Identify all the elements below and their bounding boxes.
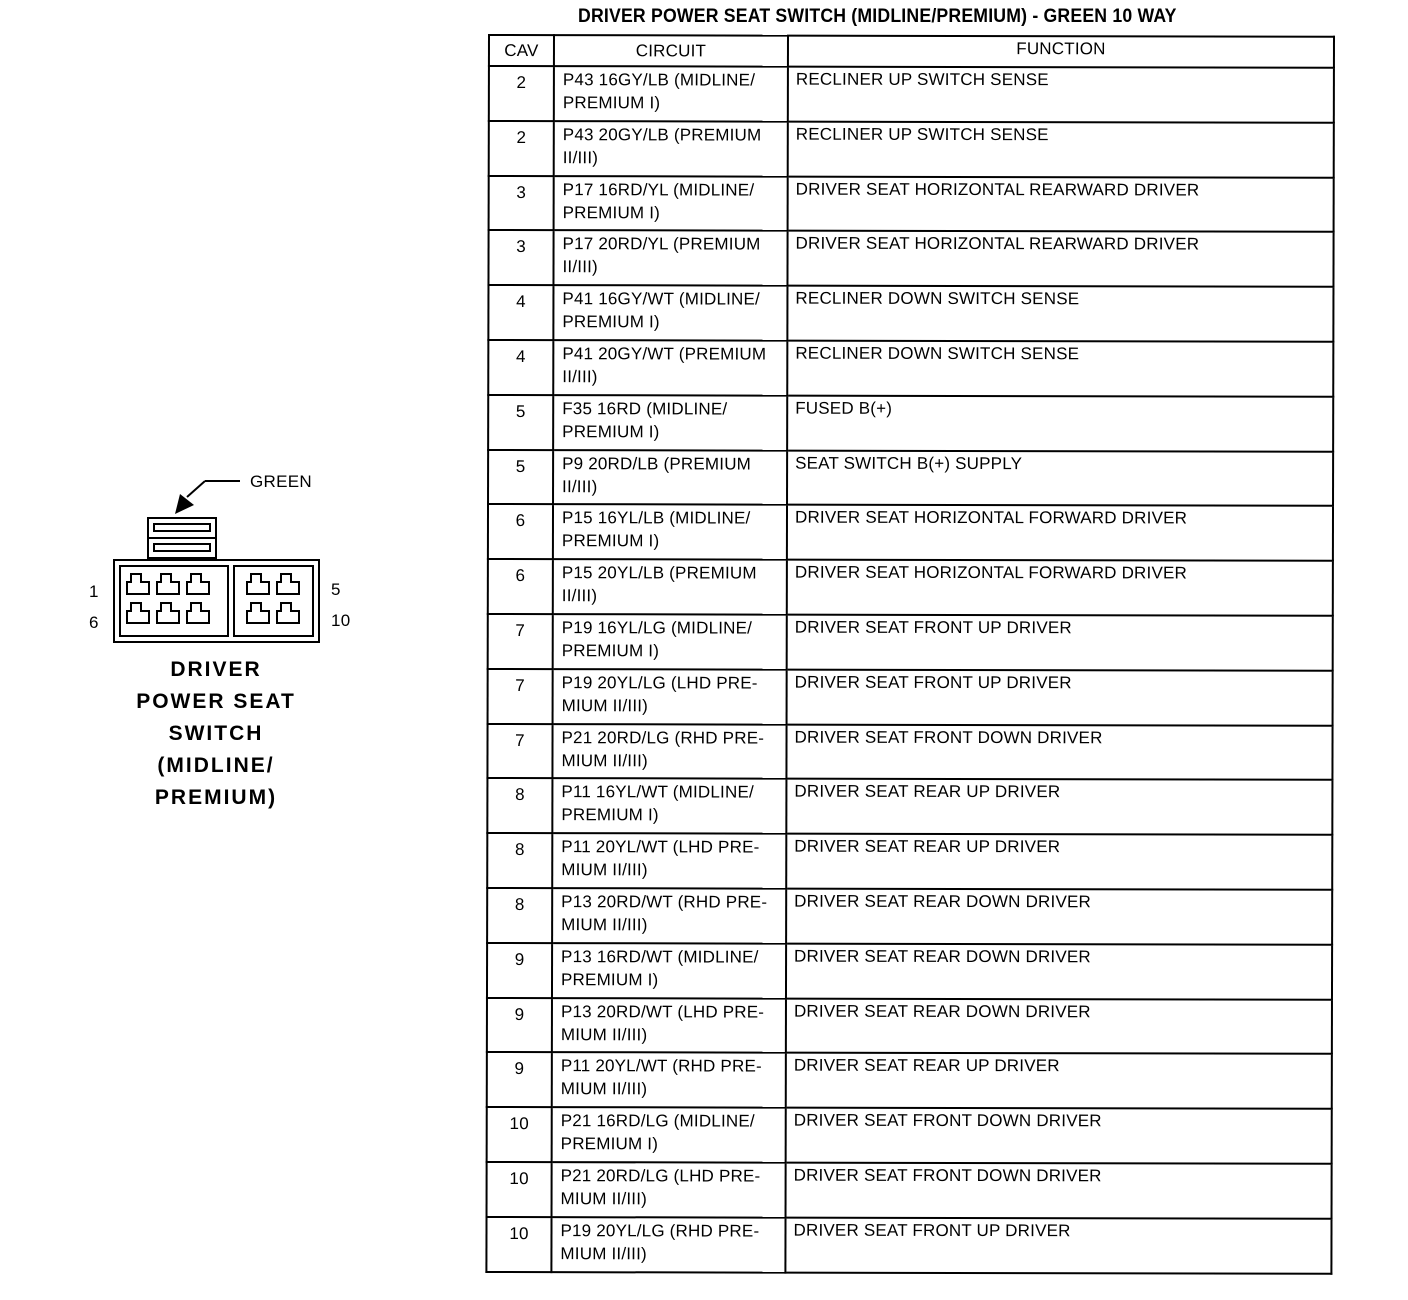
table-row xyxy=(487,778,1332,835)
function-cell: RECLINER DOWN SWITCH SENSE xyxy=(787,341,1333,397)
table-row xyxy=(487,1162,1332,1219)
connector-name-line: (MIDLINE/ xyxy=(157,754,275,777)
cav-cell: 6 xyxy=(488,504,553,559)
circuit-cell: P21 20RD/LG (LHD PRE- MIUM II/III) xyxy=(552,1162,786,1217)
table-row xyxy=(487,1107,1332,1164)
table-row xyxy=(488,450,1333,507)
table-row xyxy=(487,833,1332,890)
circuit-cell: P13 20RD/WT (LHD PRE- MIUM II/III) xyxy=(552,998,786,1053)
circuit-cell: P13 20RD/WT (RHD PRE- MIUM II/III) xyxy=(552,888,786,943)
cav-cell: 5 xyxy=(488,395,553,450)
circuit-cell: P19 16YL/LG (MIDLINE/ PREMIUM I) xyxy=(553,614,787,669)
connector-cavity xyxy=(247,574,269,594)
cav-cell: 3 xyxy=(488,230,553,285)
page-title: DRIVER POWER SEAT SWITCH (MIDLINE/PREMIUM) - GREEN 10 WAY xyxy=(578,6,1177,27)
header-function: FUNCTION xyxy=(788,36,1334,68)
circuit-cell: P9 20RD/LB (PREMIUM II/III) xyxy=(553,450,787,505)
connector-name-line: POWER SEAT xyxy=(136,690,296,713)
function-cell: DRIVER SEAT HORIZONTAL FORWARD DRIVER xyxy=(787,505,1333,561)
connector-name-line: PREMIUM) xyxy=(154,786,278,809)
cav-cell: 4 xyxy=(488,340,553,395)
table-row xyxy=(488,340,1333,397)
connector-cavity xyxy=(127,603,149,623)
function-cell: DRIVER SEAT REAR UP DRIVER xyxy=(786,779,1332,835)
function-cell: FUSED B(+) xyxy=(787,395,1333,451)
connector-pinout-table xyxy=(485,34,1335,1274)
table-row xyxy=(488,285,1333,342)
function-cell: DRIVER SEAT HORIZONTAL REARWARD DRIVER xyxy=(788,176,1334,232)
pin-label-1: 1 xyxy=(89,582,99,601)
cav-cell: 10 xyxy=(487,1162,552,1217)
header-circuit: CIRCUIT xyxy=(554,35,788,66)
table-row xyxy=(489,66,1334,123)
function-cell: DRIVER SEAT REAR UP DRIVER xyxy=(786,1053,1332,1109)
circuit-cell: P41 16GY/WT (MIDLINE/ PREMIUM I) xyxy=(553,285,787,340)
function-cell: DRIVER SEAT REAR UP DRIVER xyxy=(786,834,1332,890)
circuit-cell: P15 16YL/LB (MIDLINE/ PREMIUM I) xyxy=(553,505,787,560)
function-cell: RECLINER DOWN SWITCH SENSE xyxy=(787,286,1333,342)
cav-cell: 6 xyxy=(488,559,553,614)
table-header-row xyxy=(489,35,1334,68)
table-row xyxy=(487,1052,1332,1109)
connector-cavity xyxy=(277,574,299,594)
function-cell: DRIVER SEAT HORIZONTAL REARWARD DRIVER xyxy=(787,231,1333,287)
connector-name xyxy=(130,654,302,814)
connector-diagram xyxy=(0,0,470,1300)
header-cav: CAV xyxy=(489,35,554,66)
table-row xyxy=(488,669,1333,726)
connector-color-label: GREEN xyxy=(250,472,312,491)
circuit-cell: P19 20YL/LG (RHD PRE- MIUM II/III) xyxy=(551,1217,785,1272)
cav-cell: 5 xyxy=(488,450,553,505)
cav-cell: 3 xyxy=(489,176,554,231)
table-row xyxy=(488,395,1333,452)
circuit-cell: P17 16RD/YL (MIDLINE/ PREMIUM I) xyxy=(554,176,788,231)
cav-cell: 7 xyxy=(488,669,553,724)
connector-cavity xyxy=(127,574,149,594)
circuit-cell: P21 20RD/LG (RHD PRE- MIUM II/III) xyxy=(552,724,786,779)
pin-label-10: 10 xyxy=(331,611,351,630)
circuit-cell: P11 20YL/WT (LHD PRE- MIUM II/III) xyxy=(552,833,786,888)
function-cell: DRIVER SEAT FRONT UP DRIVER xyxy=(785,1217,1331,1273)
cav-cell: 2 xyxy=(489,121,554,176)
pin-label-6: 6 xyxy=(89,613,99,632)
cav-cell: 10 xyxy=(487,1107,552,1162)
table-row xyxy=(488,614,1333,671)
function-cell: DRIVER SEAT REAR DOWN DRIVER xyxy=(786,998,1332,1054)
function-cell: DRIVER SEAT REAR DOWN DRIVER xyxy=(786,889,1332,945)
connector-cavity xyxy=(187,603,209,623)
cav-cell: 4 xyxy=(488,285,553,340)
table-body xyxy=(486,66,1334,1273)
circuit-cell: P19 20YL/LG (LHD PRE- MIUM II/III) xyxy=(553,669,787,724)
table-row xyxy=(487,888,1332,945)
circuit-cell: F35 16RD (MIDLINE/ PREMIUM I) xyxy=(553,395,787,450)
cav-cell: 8 xyxy=(487,778,552,833)
table-row xyxy=(488,504,1333,561)
circuit-cell: P11 16YL/WT (MIDLINE/ PREMIUM I) xyxy=(552,778,786,833)
function-cell: RECLINER UP SWITCH SENSE xyxy=(788,67,1334,123)
pin-label-5: 5 xyxy=(331,580,341,599)
cav-cell: 7 xyxy=(488,614,553,669)
function-cell: DRIVER SEAT FRONT UP DRIVER xyxy=(787,669,1333,725)
table-row xyxy=(488,230,1333,287)
table-row xyxy=(489,121,1334,178)
arrow-icon xyxy=(175,481,240,514)
connector-cavities xyxy=(127,574,299,623)
cav-cell: 9 xyxy=(487,1052,552,1107)
connector-drawing xyxy=(0,0,470,660)
connector-cavity xyxy=(157,574,179,594)
circuit-cell: P17 20RD/YL (PREMIUM II/III) xyxy=(553,231,787,286)
circuit-cell: P43 16GY/LB (MIDLINE/ PREMIUM I) xyxy=(554,66,788,121)
function-cell: DRIVER SEAT FRONT DOWN DRIVER xyxy=(786,1108,1332,1164)
function-cell: RECLINER UP SWITCH SENSE xyxy=(788,121,1334,177)
cav-cell: 9 xyxy=(487,943,552,998)
function-cell: SEAT SWITCH B(+) SUPPLY xyxy=(787,450,1333,506)
connector-cavity xyxy=(187,574,209,594)
cav-cell: 9 xyxy=(487,998,552,1053)
circuit-cell: P11 20YL/WT (RHD PRE- MIUM II/III) xyxy=(552,1052,786,1107)
table-row xyxy=(487,943,1332,1000)
circuit-cell: P21 16RD/LG (MIDLINE/ PREMIUM I) xyxy=(552,1107,786,1162)
cav-cell: 8 xyxy=(487,833,552,888)
table-row xyxy=(487,724,1332,781)
function-cell: DRIVER SEAT FRONT DOWN DRIVER xyxy=(786,1163,1332,1219)
cav-cell: 8 xyxy=(487,888,552,943)
circuit-cell: P43 20GY/LB (PREMIUM II/III) xyxy=(554,121,788,176)
connector-name-line: DRIVER xyxy=(170,658,262,681)
function-cell: DRIVER SEAT FRONT DOWN DRIVER xyxy=(786,724,1332,780)
cav-cell: 7 xyxy=(487,724,552,779)
connector-body xyxy=(114,560,319,642)
cav-cell: 2 xyxy=(489,66,554,121)
table-row xyxy=(489,176,1334,233)
table-row xyxy=(488,559,1333,616)
cav-cell: 10 xyxy=(486,1217,551,1272)
connector-name-line: SWITCH xyxy=(168,722,264,745)
function-cell: DRIVER SEAT REAR DOWN DRIVER xyxy=(786,943,1332,999)
table-row xyxy=(486,1217,1331,1274)
circuit-cell: P13 16RD/WT (MIDLINE/ PREMIUM I) xyxy=(552,943,786,998)
connector-latch xyxy=(148,518,216,558)
connector-cavity xyxy=(157,603,179,623)
connector-cavity xyxy=(277,603,299,623)
connector-cavity xyxy=(247,603,269,623)
circuit-cell: P41 20GY/WT (PREMIUM II/III) xyxy=(553,340,787,395)
table-row xyxy=(487,998,1332,1055)
function-cell: DRIVER SEAT HORIZONTAL FORWARD DRIVER xyxy=(787,560,1333,616)
function-cell: DRIVER SEAT FRONT UP DRIVER xyxy=(787,615,1333,671)
circuit-cell: P15 20YL/LB (PREMIUM II/III) xyxy=(553,559,787,614)
